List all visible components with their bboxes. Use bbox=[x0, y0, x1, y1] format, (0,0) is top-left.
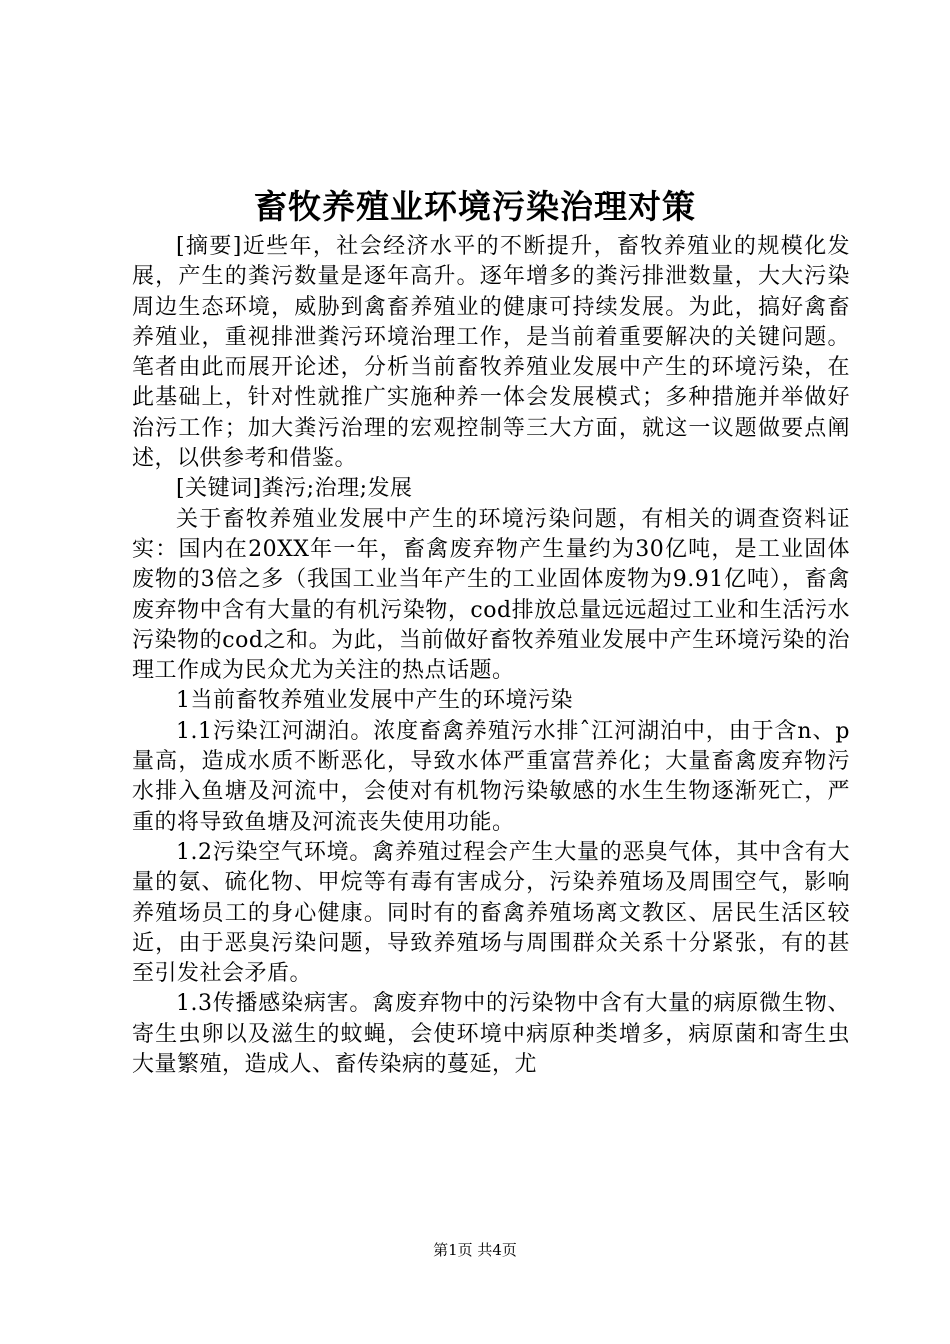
section-1-2-paragraph: 1.2污染空气环境。禽养殖过程会产生大量的恶臭气体，其中含有大量的氨、硫化物、甲烷等有毒有害成分，污染养殖场及周围空气，影响养殖场员工的身心健康。同时有的畜禽养殖场离文教区、居民生活区较近，由于恶臭污染问题，导致养殖场与周围群众关系十分紧张，有的甚至引发社会矛盾。 bbox=[132, 839, 850, 987]
keywords-paragraph: [关键词]粪污;治理;发展 bbox=[176, 476, 413, 502]
intro-paragraph: 关于畜牧养殖业发展中产生的环境污染问题，有相关的调查资料证实：国内在20XX年一年，畜禽废弃物产生量约为30亿吨，是工业固体废物的3倍之多（我国工业当年产生的工业固体废物为9.91亿吨），畜禽废弃物中含有大量的有机污染物，cod排放总量远远超过工业和生活污水污染物的cod之和。为此，当前做好畜牧养殖业发展中产生环境污染的治理工作成为民众尤为关注的热点话题。 bbox=[132, 506, 850, 684]
section-heading: 1当前畜牧养殖业发展中产生的环境污染 bbox=[176, 688, 573, 714]
document-body bbox=[132, 232, 850, 1080]
abstract-paragraph: [摘要]近些年，社会经济水平的不断提升，畜牧养殖业的规模化发展，产生的粪污数量是逐年高升。逐年增多的粪污排泄数量，大大污染周边生态环境，威胁到禽畜养殖业的健康可持续发展。为此，搞好禽畜养殖业，重视排泄粪污环境治理工作，是当前着重要解决的关键问题。笔者由此而展开论述，分析当前畜牧养殖业发展中产生的环境污染，在此基础上，针对性就推广实施种养一体会发展模式；多种措施并举做好治污工作；加大粪污治理的宏观控制等三大方面，就这一议题做要点阐述，以供参考和借鉴。 bbox=[132, 234, 850, 472]
section-1-3-paragraph: 1.3传播感染病害。禽废弃物中的污染物中含有大量的病原微生物、寄生虫卵以及滋生的蚊蝇，会使环境中病原种类增多，病原菌和寄生虫大量繁殖，造成人、畜传染病的蔓延，尤 bbox=[132, 991, 850, 1078]
page-footer: 第1页 共4页 bbox=[433, 1241, 517, 1259]
section-1-1-paragraph: 1.1污染江河湖泊。浓度畜禽养殖污水排ˆ江河湖泊中，由于含n、p量高，造成水质不断恶化，导致水体严重富营养化；大量畜禽废弃物污水排入鱼塘及河流中，会使对有机物污染敏感的水生生物逐渐死亡，严重的将导致鱼塘及河流丧失使用功能。 bbox=[132, 718, 850, 835]
document-title: 畜牧养殖业环境污染治理对策 bbox=[254, 187, 696, 226]
